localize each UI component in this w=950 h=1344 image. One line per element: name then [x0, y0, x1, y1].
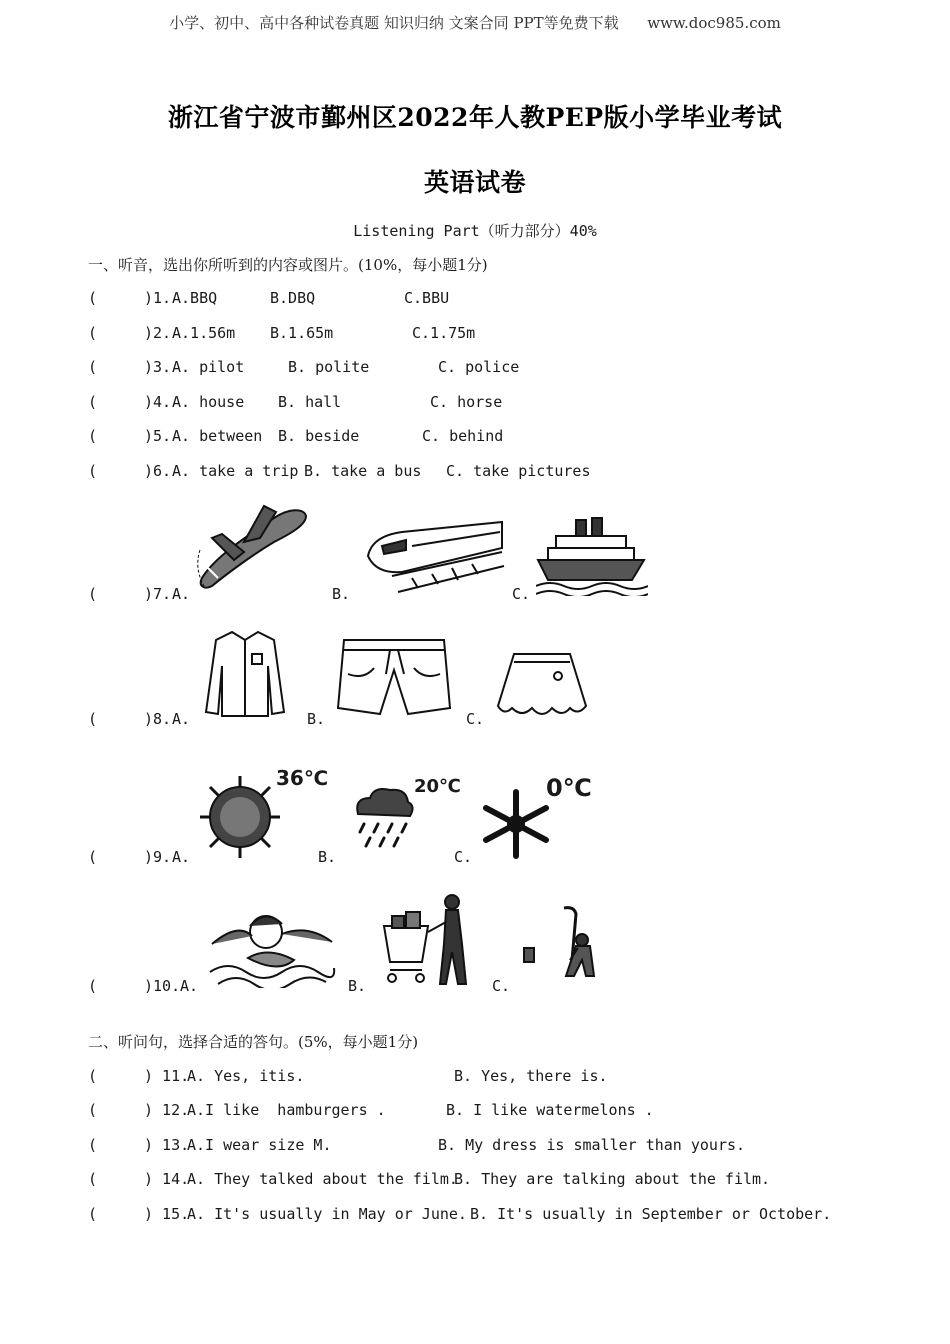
question-number: )8.	[144, 710, 172, 728]
option-a: A. Yes, itis.	[187, 1067, 305, 1085]
option-a: A. take a trip	[172, 462, 299, 480]
temp-label: 0℃	[546, 774, 592, 802]
option-a: A.	[172, 585, 191, 603]
question-number: )9.	[144, 848, 172, 866]
temp-label: 36℃	[276, 766, 329, 790]
option-b: B.	[307, 710, 326, 728]
option-b: B. My dress is smaller than yours.	[438, 1136, 746, 1154]
option-a: A.I wear size M.	[187, 1136, 332, 1154]
listening-part-label: Listening Part（听力部分）40%	[353, 222, 597, 240]
answer-blank[interactable]: (	[88, 710, 98, 728]
option-b: B. Yes, there is.	[454, 1067, 608, 1085]
sun-icon[interactable]	[198, 774, 282, 860]
option-b: B. polite	[288, 358, 370, 376]
option-b: B. They are talking about the film.	[454, 1170, 771, 1188]
swimmer-icon[interactable]	[208, 902, 336, 988]
option-a: A.BBQ	[172, 289, 218, 307]
option-a: A.	[180, 977, 199, 995]
option-b: B. hall	[278, 393, 342, 411]
option-c: C.	[512, 585, 531, 603]
answer-blank[interactable]: (	[88, 848, 98, 866]
option-c: C.1.75m	[412, 324, 476, 342]
section2-heading: 二、听问句，选择合适的答句。(5%，每小题1分)	[88, 1033, 419, 1051]
option-c: C. take pictures	[446, 462, 591, 480]
rain-icon[interactable]	[350, 784, 416, 850]
question-number: )6.	[144, 462, 172, 480]
option-b: B. It's usually in September or October.	[470, 1205, 832, 1223]
question-number: ) 13.	[144, 1136, 190, 1154]
question-number: ) 14.	[144, 1170, 190, 1188]
shirt-icon[interactable]	[202, 626, 288, 720]
option-a: A.I like hamburgers .	[187, 1101, 386, 1119]
question-number: ) 15.	[144, 1205, 190, 1223]
question-number: )2.	[144, 324, 172, 342]
answer-blank[interactable]: (	[88, 1101, 98, 1119]
answer-blank[interactable]: (	[88, 289, 98, 307]
option-b: B. I like watermelons .	[446, 1101, 654, 1119]
option-a: A. It's usually in May or June.	[187, 1205, 467, 1223]
skirt-icon[interactable]	[494, 646, 590, 722]
option-a: A. They talked about the film.	[187, 1170, 458, 1188]
option-b: B.1.65m	[270, 324, 334, 342]
option-c: C.	[492, 977, 511, 995]
plane-icon[interactable]	[194, 498, 312, 592]
question-number: )4.	[144, 393, 172, 411]
option-c: C. police	[438, 358, 520, 376]
answer-blank[interactable]: (	[88, 462, 98, 480]
option-a: A. pilot	[172, 358, 245, 376]
answer-blank[interactable]: (	[88, 1067, 98, 1085]
option-a: A.	[172, 710, 191, 728]
question-number: )3.	[144, 358, 172, 376]
shorts-icon[interactable]	[334, 634, 454, 720]
option-a: A.1.56m	[172, 324, 236, 342]
question-number: )10.	[144, 977, 181, 995]
question-number: )1.	[144, 289, 172, 307]
option-c: C.	[454, 848, 473, 866]
option-b: B.DBQ	[270, 289, 316, 307]
site-header-text: 小学、初中、高中各种试卷真题 知识归纳 文案合同 PPT等免费下载	[169, 14, 619, 32]
answer-blank[interactable]: (	[88, 427, 98, 445]
answer-blank[interactable]: (	[88, 585, 98, 603]
site-header	[0, 12, 950, 33]
answer-blank[interactable]: (	[88, 1170, 98, 1188]
golfer-icon[interactable]	[520, 904, 600, 988]
option-b: B.	[332, 585, 351, 603]
train-icon[interactable]	[362, 516, 508, 594]
option-a: A. between	[172, 427, 263, 445]
option-c: C.BBU	[404, 289, 450, 307]
section1-heading: 一、听音，选出你所听到的内容或图片。(10%，每小题1分)	[88, 256, 488, 274]
temp-label: 20℃	[414, 776, 461, 797]
snowflake-icon[interactable]	[476, 788, 556, 860]
answer-blank[interactable]: (	[88, 324, 98, 342]
shopping-cart-icon[interactable]	[382, 892, 470, 988]
option-c: C. behind	[422, 427, 504, 445]
option-b: B.	[348, 977, 367, 995]
question-number: ) 11.	[144, 1067, 190, 1085]
answer-blank[interactable]: (	[88, 393, 98, 411]
option-a: A. house	[172, 393, 245, 411]
answer-blank[interactable]: (	[88, 1136, 98, 1154]
answer-blank[interactable]: (	[88, 358, 98, 376]
option-c: C.	[466, 710, 485, 728]
option-b: B. take a bus	[304, 462, 422, 480]
question-number: ) 12.	[144, 1101, 190, 1119]
answer-blank[interactable]: (	[88, 977, 98, 995]
question-number: )5.	[144, 427, 172, 445]
option-c: C. horse	[430, 393, 503, 411]
exam-title: 浙江省宁波市鄞州区2022年人教PEP版小学毕业考试	[167, 103, 783, 132]
option-b: B.	[318, 848, 337, 866]
ship-icon[interactable]	[536, 514, 648, 596]
exam-subtitle: 英语试卷	[423, 168, 526, 197]
option-a: A.	[172, 848, 191, 866]
site-url[interactable]: www.doc985.com	[647, 14, 781, 32]
question-number: )7.	[144, 585, 172, 603]
answer-blank[interactable]: (	[88, 1205, 98, 1223]
option-b: B. beside	[278, 427, 360, 445]
